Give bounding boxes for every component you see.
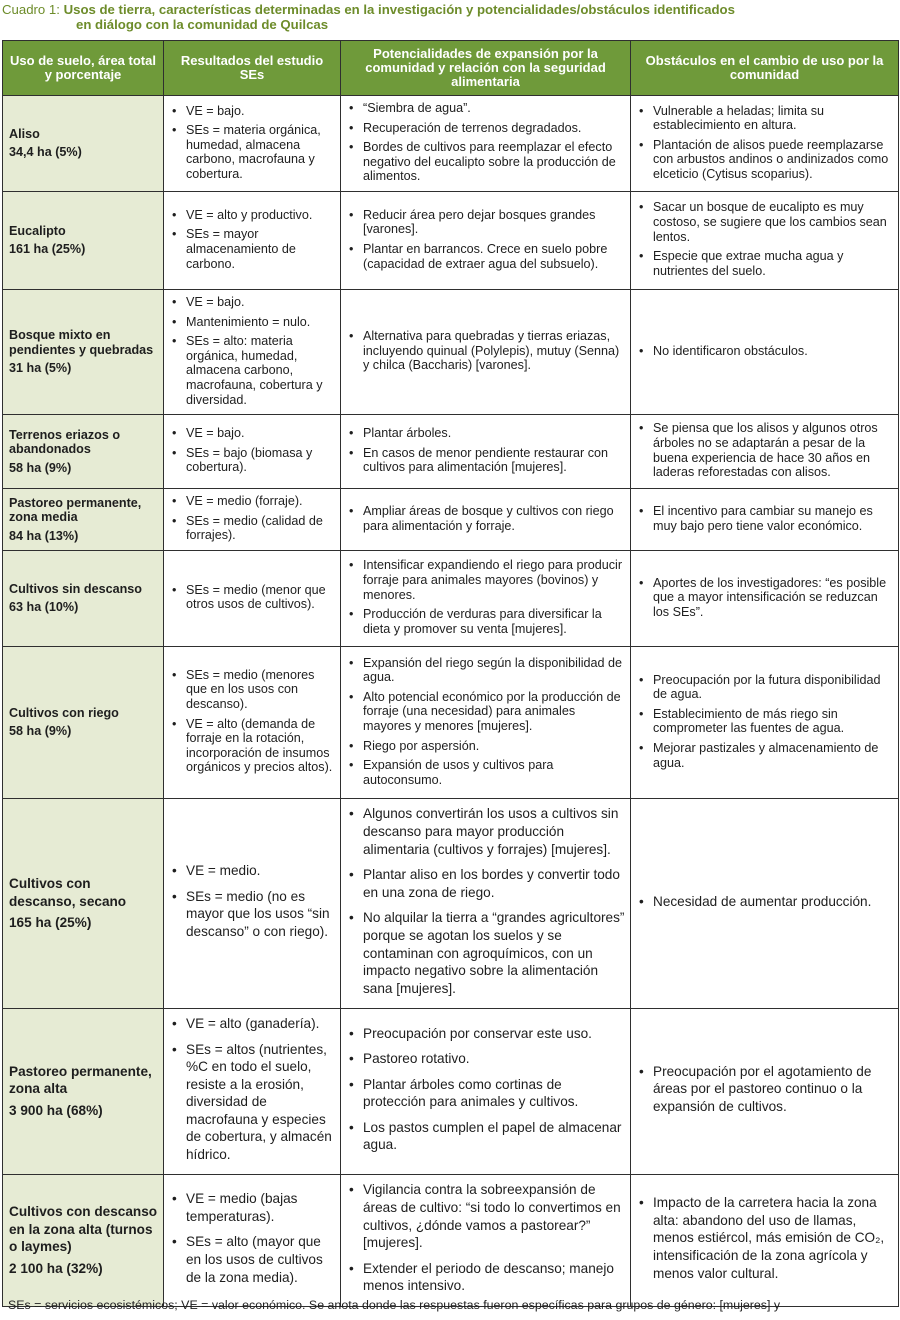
potentials-item: • En casos de menor pendiente restaurar con cultivos para alimentación [mujeres]. [347, 446, 625, 475]
potentials-item: • Producción de verduras para diversificar la dieta y promover su venta [mujeres]. [347, 607, 625, 636]
land-use-area: 165 ha (25%) [9, 915, 92, 931]
potentials-cell [341, 1008, 631, 1174]
land-use-area: 34,4 ha (5%) [9, 145, 82, 160]
table-row [3, 96, 899, 192]
obstacles-item: • Se piensa que los alisos y algunos otros árboles no se adaptarán a pesar de la buena experiencia de hace 30 años en laderas reforestadas con alisos. [637, 421, 893, 479]
results-cell [164, 191, 341, 289]
table-row [3, 798, 899, 1008]
obstacles-item: • No identificaron obstáculos. [637, 344, 893, 359]
land-use-name: Cultivos con descanso en la zona alta (turnos o laymes) [9, 1203, 158, 1255]
land-use-cell [3, 289, 164, 414]
land-use-cell [3, 1174, 164, 1306]
land-use-area: 3 900 ha (68%) [9, 1103, 103, 1119]
caption-title-line2: en diálogo con la comunidad de Quilcas [76, 17, 329, 32]
footnote: SEs = servicios ecosistémicos; VE = valor económico. Se anota donde las respuestas fueron específicas para grupos de género: [mujeres] y [8, 1298, 781, 1312]
results-list [170, 862, 335, 940]
obstacles-item: • Aportes de los investigadores: “es posible que a mayor intensificación se reduzcan los SEs”. [637, 576, 893, 620]
results-item: • SEs = materia orgánica, humedad, almacena carbono, macrofauna y cobertura. [170, 123, 335, 181]
land-use-cell [3, 646, 164, 798]
results-cell [164, 415, 341, 489]
potentials-list [347, 504, 625, 533]
obstacles-cell [631, 550, 899, 646]
land-use-area: 161 ha (25%) [9, 242, 86, 257]
potentials-cell [341, 798, 631, 1008]
obstacles-list [637, 200, 893, 278]
land-use-area: 58 ha (9%) [9, 724, 72, 739]
potentials-list [347, 329, 625, 373]
potentials-list [347, 208, 625, 271]
potentials-item: • Los pastos cumplen el papel de almacenar agua. [347, 1119, 625, 1154]
obstacles-cell [631, 191, 899, 289]
potentials-list [347, 558, 625, 636]
land-use-area: 58 ha (9%) [9, 460, 72, 475]
potentials-item: • Plantar aliso en los bordes y convertir todo en una zona de riego. [347, 866, 625, 901]
potentials-cell [341, 1174, 631, 1306]
table-row [3, 489, 899, 551]
land-use-cell [3, 489, 164, 551]
potentials-item: • Expansión de usos y cultivos para autoconsumo. [347, 758, 625, 787]
potentials-list [347, 1181, 625, 1295]
results-cell [164, 96, 341, 192]
potentials-item: • Pastoreo rotativo. [347, 1050, 625, 1068]
potentials-item: • Vigilancia contra la sobreexpansión de áreas de cultivo: “si todo lo convertimos en cultivos, ¿dónde vamos a pastorear?” [mujeres]. [347, 1181, 625, 1251]
results-list [170, 668, 335, 775]
land-use-cell [3, 191, 164, 289]
potentials-item: • Plantar árboles como cortinas de protección para animales y cultivos. [347, 1076, 625, 1111]
table-row [3, 1008, 899, 1174]
results-item: • VE = bajo. [170, 295, 335, 310]
obstacles-item: • Preocupación por el agotamiento de áreas por el pastoreo continuo o la expansión de cultivos. [637, 1063, 893, 1116]
results-cell [164, 646, 341, 798]
obstacles-list [637, 104, 893, 182]
results-cell [164, 550, 341, 646]
results-list [170, 1190, 335, 1286]
table-body [3, 96, 899, 1307]
obstacles-list [637, 504, 893, 533]
table-row [3, 191, 899, 289]
obstacles-item: • Impacto de la carretera hacia la zona alta: abandono del uso de llamas, menos estiércol, más emisión de CO₂, intensificación de la zona agrícola y menos valor cultural. [637, 1194, 893, 1282]
land-use-name: Bosque mixto en pendientes y quebradas [9, 328, 154, 357]
potentials-cell [341, 96, 631, 192]
potentials-item: • Reducir área pero dejar bosques grandes [varones]. [347, 208, 625, 237]
obstacles-item: • Plantación de alisos puede reemplazarse con arbustos andinos o andinizados como elceticio (Cytisus scoparius). [637, 138, 893, 182]
land-use-cell [3, 1008, 164, 1174]
land-use-cell [3, 96, 164, 192]
potentials-cell [341, 289, 631, 414]
results-list [170, 583, 335, 612]
potentials-cell [341, 646, 631, 798]
obstacles-list [637, 576, 893, 620]
caption-title-line1: Usos de tierra, características determinadas en la investigación y potencialidades/obstáculos identificados [63, 2, 735, 17]
obstacles-item: • El incentivo para cambiar su manejo es muy bajo pero tiene valor económico. [637, 504, 893, 533]
obstacles-item: • Establecimiento de más riego sin comprometer las fuentes de agua. [637, 707, 893, 736]
results-list [170, 295, 335, 407]
results-item: • SEs = bajo (biomasa y cobertura). [170, 446, 335, 475]
potentials-item: • Ampliar áreas de bosque y cultivos con riego para alimentación y forraje. [347, 504, 625, 533]
obstacles-cell [631, 289, 899, 414]
results-list [170, 1015, 335, 1164]
potentials-item: • Alternativa para quebradas y tierras eriazas, incluyendo quinual (Polylepis), mutuy (Senna) y chilca (Baccharis) [varones]. [347, 329, 625, 373]
land-use-name: Terrenos eriazos o abandonados [9, 427, 121, 457]
results-item: • SEs = alto: materia orgánica, humedad, almacena carbono, macrofauna, cobertura y diversidad. [170, 334, 335, 407]
obstacles-cell [631, 1174, 899, 1306]
potentials-item: • Expansión del riego según la disponibilidad de agua. [347, 656, 625, 685]
potentials-list [347, 1025, 625, 1155]
obstacles-cell [631, 798, 899, 1008]
obstacles-item: • Vulnerable a heladas; limita su establecimiento en altura. [637, 104, 893, 133]
obstacles-item: • Preocupación por la futura disponibilidad de agua. [637, 673, 893, 702]
potentials-item: • Preocupación por conservar este uso. [347, 1025, 625, 1043]
table-caption [2, 2, 898, 32]
obstacles-list [637, 673, 893, 771]
land-use-table [2, 40, 899, 1307]
potentials-cell [341, 415, 631, 489]
potentials-list [347, 101, 625, 184]
table-row [3, 289, 899, 414]
results-item: • VE = medio (forraje). [170, 494, 335, 509]
results-item: • SEs = altos (nutrientes, %C en todo el suelo, resiste a la erosión, diversidad de macrofauna y especies de cobertura, y almacén hídrico. [170, 1041, 335, 1164]
land-use-area: 2 100 ha (32%) [9, 1260, 103, 1276]
obstacles-item: • Necesidad de aumentar producción. [637, 893, 893, 911]
obstacles-item: • Sacar un bosque de eucalipto es muy costoso, se sugiere que los cambios sean lentos. [637, 200, 893, 244]
table-row [3, 646, 899, 798]
caption-label: Cuadro 1: [2, 2, 60, 17]
results-list [170, 104, 335, 182]
potentials-list [347, 656, 625, 788]
results-item: • VE = alto y productivo. [170, 208, 335, 223]
table-row [3, 1174, 899, 1306]
obstacles-list [637, 893, 893, 911]
obstacles-list [637, 344, 893, 359]
potentials-item: • Bordes de cultivos para reemplazar el efecto negativo del eucalipto sobre la producción de alimentos. [347, 140, 625, 184]
land-use-area: 31 ha (5%) [9, 361, 72, 376]
results-cell [164, 1008, 341, 1174]
table-row [3, 415, 899, 489]
results-item: • VE = bajo. [170, 104, 335, 119]
land-use-area: 63 ha (10%) [9, 600, 79, 615]
results-item: • SEs = medio (menores que en los usos con descanso). [170, 668, 335, 712]
header-results: Resultados del estudio SEs [164, 41, 341, 96]
obstacles-list [637, 1194, 893, 1282]
header-land-use: Uso de suelo, área total y porcentaje [3, 41, 164, 96]
results-item: • SEs = medio (no es mayor que los usos “sin descanso” o con riego). [170, 888, 335, 941]
potentials-item: • Plantar árboles. [347, 426, 625, 441]
land-use-name: Cultivos con riego [9, 705, 119, 720]
potentials-cell [341, 191, 631, 289]
results-list [170, 208, 335, 271]
potentials-list [347, 426, 625, 475]
obstacles-cell [631, 1008, 899, 1174]
obstacles-item: • Especie que extrae mucha agua y nutrientes del suelo. [637, 249, 893, 278]
results-item: • VE = bajo. [170, 426, 335, 441]
results-item: • SEs = medio (calidad de forrajes). [170, 514, 335, 543]
land-use-name: Cultivos sin descanso [9, 581, 142, 596]
results-item: • SEs = alto (mayor que en los usos de cultivos de la zona media). [170, 1233, 335, 1286]
results-cell [164, 489, 341, 551]
land-use-cell [3, 798, 164, 1008]
results-item: • SEs = mayor almacenamiento de carbono. [170, 227, 335, 271]
results-item: • SEs = medio (menor que otros usos de cultivos). [170, 583, 335, 612]
obstacles-list [637, 1063, 893, 1116]
obstacles-cell [631, 96, 899, 192]
obstacles-cell [631, 489, 899, 551]
results-cell [164, 798, 341, 1008]
potentials-item: • Riego por aspersión. [347, 739, 625, 754]
obstacles-cell [631, 646, 899, 798]
results-item: • VE = alto (ganadería). [170, 1015, 335, 1033]
potentials-item: • Plantar en barrancos. Crece en suelo pobre (capacidad de extraer agua del subsuelo). [347, 242, 625, 271]
potentials-item: • Algunos convertirán los usos a cultivos sin descanso para mayor producción alimentaria (cultivos y forrajes) [mujeres]. [347, 805, 625, 858]
potentials-item: • Recuperación de terrenos degradados. [347, 121, 625, 136]
potentials-cell [341, 550, 631, 646]
land-use-name: Eucalipto [9, 223, 66, 238]
obstacles-item: • Mejorar pastizales y almacenamiento de agua. [637, 741, 893, 770]
land-use-cell [3, 550, 164, 646]
land-use-name: Pastoreo permanente, zona media [9, 495, 142, 525]
potentials-item: • No alquilar la tierra a “grandes agricultores” porque se agotan los suelos y se contaminan con agroquímicos, con un impacto negativo sobre la alimentación sana [mujeres]. [347, 909, 625, 997]
land-use-name: Pastoreo permanente, zona alta [9, 1063, 152, 1097]
table-row [3, 550, 899, 646]
land-use-cell [3, 415, 164, 489]
land-use-name: Aliso [9, 126, 40, 141]
land-use-name: Cultivos con descanso, secano [9, 876, 127, 909]
header-obstacles: Obstáculos en el cambio de uso por la comunidad [631, 41, 899, 96]
results-cell [164, 1174, 341, 1306]
land-use-area: 84 ha (13%) [9, 528, 79, 543]
potentials-item: • Intensificar expandiendo el riego para producir forraje para animales mayores (bovinos) y menores. [347, 558, 625, 602]
obstacles-cell [631, 415, 899, 489]
potentials-item: • Extender el periodo de descanso; manejo menos intensivo. [347, 1260, 625, 1295]
potentials-cell [341, 489, 631, 551]
header-potentials: Potencialidades de expansión por la comunidad y relación con la seguridad alimentaria [341, 41, 631, 96]
potentials-item: • “Siembra de agua”. [347, 101, 625, 116]
results-list [170, 494, 335, 543]
results-item: • Mantenimiento = nulo. [170, 315, 335, 330]
results-cell [164, 289, 341, 414]
results-item: • VE = alto (demanda de forraje en la rotación, incorporación de insumos orgánicos y precios altos). [170, 717, 335, 775]
results-item: • VE = medio (bajas temperaturas). [170, 1190, 335, 1225]
obstacles-list [637, 421, 893, 479]
potentials-item: • Alto potencial económico por la producción de forraje (una necesidad) para animales mayores y menores [mujeres]. [347, 690, 625, 734]
header-row [3, 41, 899, 96]
potentials-list [347, 805, 625, 997]
results-item: • VE = medio. [170, 862, 335, 880]
results-list [170, 426, 335, 475]
